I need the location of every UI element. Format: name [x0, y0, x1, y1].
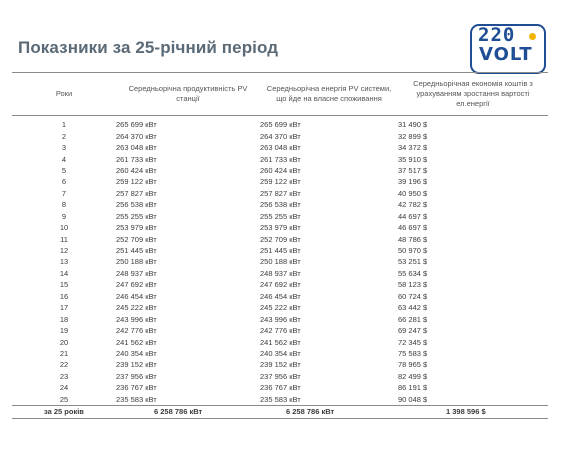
row-energy: 259 122 кВт: [260, 177, 301, 187]
row-year: 24: [59, 383, 69, 393]
row-production: 235 583 кВт: [116, 394, 157, 404]
row-year: 10: [59, 223, 69, 233]
row-production: 252 709 кВт: [116, 234, 157, 244]
row-energy: 246 454 кВт: [260, 291, 301, 301]
total-label: за 25 років: [12, 405, 116, 418]
row-production: 260 424 кВт: [116, 165, 157, 175]
row-production: 256 538 кВт: [116, 200, 157, 210]
row-energy: 243 996 кВт: [260, 314, 301, 324]
row-saving: 86 191 $: [398, 383, 428, 393]
table-row: [12, 188, 548, 199]
row-saving: 40 950 $: [398, 188, 428, 198]
row-energy: 237 956 кВт: [260, 371, 301, 381]
row-saving: 37 517 $: [398, 165, 428, 175]
table-header-row: [12, 73, 548, 116]
row-year: 22: [59, 360, 69, 370]
row-year: 6: [61, 177, 67, 187]
header-self-consumption: Середньорічна енергія PV системи, що йде на власне споживання: [260, 73, 398, 116]
table-row: [12, 291, 548, 302]
row-energy: 265 699 кВт: [260, 120, 301, 130]
row-energy: 252 709 кВт: [260, 234, 301, 244]
table-row: [12, 233, 548, 244]
logo-number: 220: [478, 24, 516, 46]
row-saving: 42 782 $: [398, 200, 428, 210]
table-row: [12, 302, 548, 313]
table-row: [12, 336, 548, 347]
row-saving: 53 251 $: [398, 257, 428, 267]
row-saving: 35 910 $: [398, 154, 428, 164]
row-year: 19: [59, 326, 69, 336]
table-row: [12, 142, 548, 153]
row-production: 246 454 кВт: [116, 291, 157, 301]
row-saving: 72 345 $: [398, 337, 428, 347]
table-row: [12, 153, 548, 164]
header-production: Середньорічна продуктивність PV станції: [116, 73, 260, 116]
row-saving: 60 724 $: [398, 291, 428, 301]
table-row: [12, 313, 548, 324]
row-production: 247 692 кВт: [116, 280, 157, 290]
table-row: [12, 199, 548, 210]
row-year: 23: [59, 371, 69, 381]
row-energy: 245 222 кВт: [260, 303, 301, 313]
row-energy: 264 370 кВт: [260, 131, 301, 141]
table-row: [12, 116, 548, 131]
row-saving: 58 123 $: [398, 280, 428, 290]
total-production: 6 258 786 кВт: [116, 405, 260, 418]
row-production: 250 188 кВт: [116, 257, 157, 267]
row-year: 7: [61, 188, 67, 198]
row-production: 236 767 кВт: [116, 383, 157, 393]
row-saving: 69 247 $: [398, 326, 428, 336]
row-production: 251 445 кВт: [116, 246, 157, 256]
table-row: [12, 256, 548, 267]
row-production: 241 562 кВт: [116, 337, 157, 347]
row-energy: 242 776 кВт: [260, 326, 301, 336]
indicators-table: [12, 72, 548, 419]
row-saving: 46 697 $: [398, 223, 428, 233]
row-saving: 39 196 $: [398, 177, 428, 187]
row-energy: 251 445 кВт: [260, 246, 301, 256]
row-saving: 31 490 $: [398, 120, 428, 130]
row-year: 25: [59, 394, 69, 404]
row-year: 21: [59, 348, 69, 358]
table-row: [12, 371, 548, 382]
row-saving: 50 970 $: [398, 246, 428, 256]
table-row: [12, 130, 548, 141]
row-energy: 257 827 кВт: [260, 188, 301, 198]
row-year: 2: [61, 131, 67, 141]
row-year: 4: [61, 154, 67, 164]
row-production: 255 255 кВт: [116, 211, 157, 221]
row-energy: 255 255 кВт: [260, 211, 301, 221]
row-energy: 250 188 кВт: [260, 257, 301, 267]
row-production: 237 956 кВт: [116, 371, 157, 381]
row-year: 17: [59, 303, 69, 313]
brand-logo: [470, 24, 546, 74]
row-saving: 75 583 $: [398, 348, 428, 358]
row-production: 240 354 кВт: [116, 348, 157, 358]
table-row: [12, 245, 548, 256]
row-saving: 78 965 $: [398, 360, 428, 370]
row-production: 259 122 кВт: [116, 177, 157, 187]
row-energy: 263 048 кВт: [260, 143, 301, 153]
row-saving: 32 899 $: [398, 131, 428, 141]
total-energy: 6 258 786 кВт: [260, 405, 398, 418]
row-energy: 241 562 кВт: [260, 337, 301, 347]
row-saving: 48 786 $: [398, 234, 428, 244]
table-row: [12, 176, 548, 187]
table-row: [12, 394, 548, 406]
row-year: 5: [61, 165, 67, 175]
row-production: 245 222 кВт: [116, 303, 157, 313]
row-production: 264 370 кВт: [116, 131, 157, 141]
row-year: 9: [61, 211, 67, 221]
row-year: 13: [59, 257, 69, 267]
logo-word: VOLT: [479, 44, 533, 65]
total-saving: 1 398 596 $: [398, 405, 548, 418]
row-year: 3: [61, 143, 67, 153]
row-energy: 235 583 кВт: [260, 394, 301, 404]
logo-dot-icon: [529, 33, 536, 40]
row-year: 15: [59, 280, 69, 290]
row-energy: 248 937 кВт: [260, 268, 301, 278]
table-row: [12, 348, 548, 359]
table-row: [12, 382, 548, 393]
row-year: 11: [60, 234, 68, 244]
page-title: Показники за 25-річний період: [18, 38, 279, 57]
row-energy: 240 354 кВт: [260, 348, 301, 358]
row-year: 18: [59, 314, 69, 324]
table-body: [12, 116, 548, 406]
table-row: [12, 268, 548, 279]
row-energy: 256 538 кВт: [260, 200, 301, 210]
row-year: 1: [61, 120, 67, 130]
row-production: 265 699 кВт: [116, 120, 157, 130]
table-row: [12, 165, 548, 176]
row-production: 253 979 кВт: [116, 223, 157, 233]
table-row: [12, 279, 548, 290]
table-row: [12, 211, 548, 222]
row-saving: 44 697 $: [398, 211, 428, 221]
row-energy: 260 424 кВт: [260, 165, 301, 175]
row-year: 12: [59, 246, 69, 256]
row-production: 263 048 кВт: [116, 143, 157, 153]
row-energy: 247 692 кВт: [260, 280, 301, 290]
row-year: 8: [61, 200, 67, 210]
row-energy: 261 733 кВт: [260, 154, 301, 164]
row-production: 248 937 кВт: [116, 268, 157, 278]
row-saving: 90 048 $: [398, 394, 428, 404]
row-year: 16: [59, 291, 69, 301]
row-production: 242 776 кВт: [116, 326, 157, 336]
header-savings: Середньорічная економія коштів з урахуванням зростання вартості ел.енергії: [398, 73, 548, 116]
table-total-row: [12, 405, 548, 418]
row-energy: 253 979 кВт: [260, 223, 301, 233]
row-saving: 66 281 $: [398, 314, 428, 324]
row-saving: 82 499 $: [398, 371, 428, 381]
row-saving: 55 634 $: [398, 268, 428, 278]
row-energy: 236 767 кВт: [260, 383, 301, 393]
row-energy: 239 152 кВт: [260, 360, 301, 370]
row-production: 239 152 кВт: [116, 360, 157, 370]
table-row: [12, 325, 548, 336]
header-years: Роки: [12, 73, 116, 116]
row-production: 261 733 кВт: [116, 154, 157, 164]
row-production: 257 827 кВт: [116, 188, 157, 198]
row-saving: 34 372 $: [398, 143, 428, 153]
table-row: [12, 222, 548, 233]
table-row: [12, 359, 548, 370]
row-saving: 63 442 $: [398, 303, 428, 313]
row-year: 14: [59, 268, 69, 278]
row-year: 20: [59, 337, 69, 347]
row-production: 243 996 кВт: [116, 314, 157, 324]
